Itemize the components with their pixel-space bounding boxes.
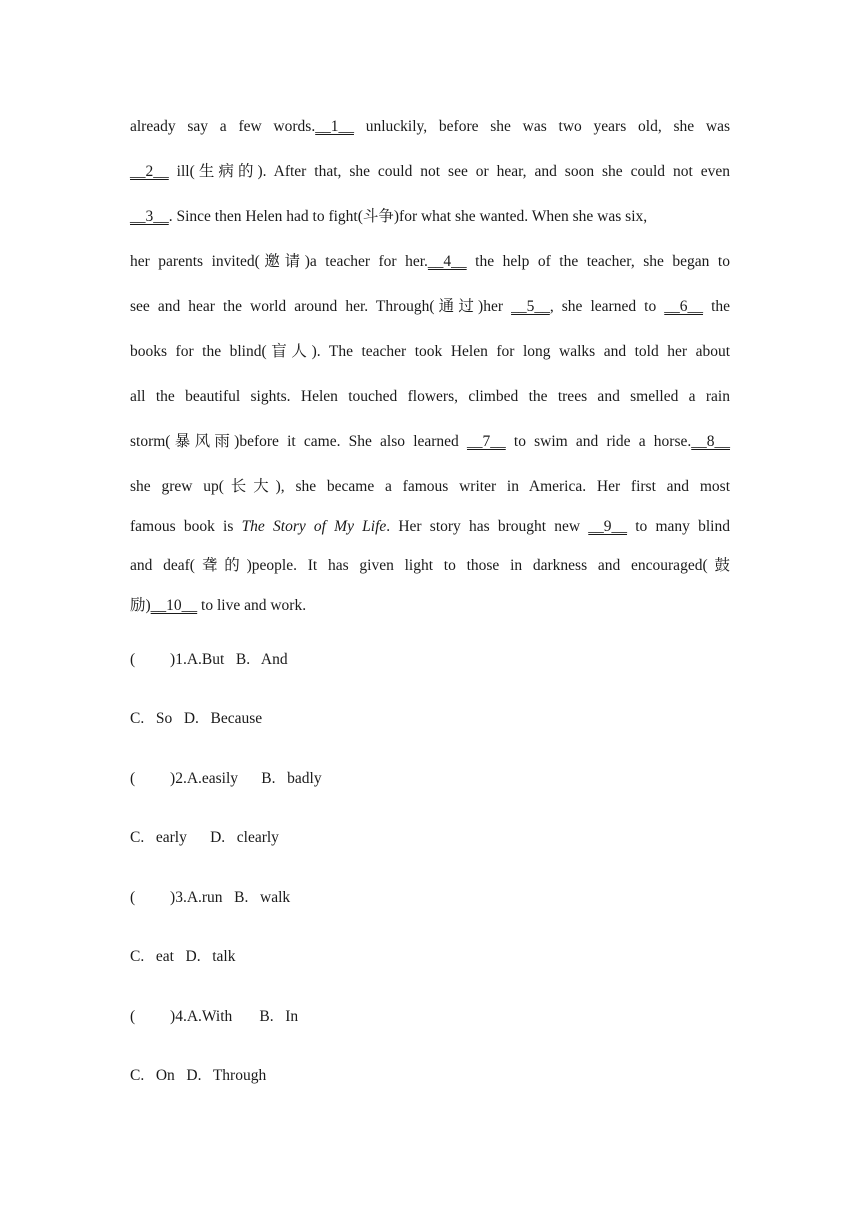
passage-text: to live and work. [197, 597, 307, 614]
question-3-line-1: ( )3.A.run B. walk [130, 889, 291, 906]
passage-text: . Since then Helen had to fight(斗争)for what she wanted. When she was six, [168, 208, 648, 225]
passage-text: the [703, 298, 731, 315]
question-3-line-2: C. eat D. talk [130, 948, 236, 965]
passage-line [130, 517, 730, 537]
passage-line [130, 387, 730, 407]
passage-text: , she learned to [549, 298, 665, 315]
passage-text: . Her story has brought new [386, 518, 589, 535]
passage-text: and deaf(聋的)people. It has given light to those in darkness and encouraged(鼓 [130, 557, 730, 574]
question-1-line-2: C. So D. Because [130, 710, 263, 727]
question-2-line-1: ( )2.A.easily B. badly [130, 770, 322, 787]
passage-text: books for the blind(盲人). The teacher took Helen for long walks and told her about [130, 343, 730, 360]
passage-text: already say a few words. [130, 118, 316, 135]
passage-line [130, 432, 730, 452]
passage-text: famous book is [130, 518, 242, 535]
blank-4: __4__ [427, 253, 467, 270]
passage-line [130, 342, 730, 362]
blank-2: __2__ [130, 163, 169, 180]
passage-line [130, 596, 730, 616]
passage-line [130, 556, 730, 576]
passage-text: all the beautiful sights. Helen touched flowers, climbed the trees and smelled a rain [130, 388, 730, 405]
question-4-line-1: ( )4.A.With B. In [130, 1008, 299, 1025]
blank-8: __8__ [691, 433, 730, 450]
passage-text: to many blind [627, 518, 730, 535]
passage-line [130, 207, 730, 227]
blank-9: __9__ [588, 518, 628, 535]
blank-10: __10__ [150, 597, 198, 614]
question-4-line-2: C. On D. Through [130, 1067, 267, 1084]
question-2-line-2: C. early D. clearly [130, 829, 279, 846]
passage-line [130, 477, 730, 497]
question-1-line-1: ( )1.A.But B. And [130, 651, 288, 668]
book-title: The Story of My Life [241, 518, 387, 535]
passage-text: her parents invited(邀请)a teacher for her. [130, 253, 428, 270]
blank-5: __5__ [511, 298, 550, 315]
passage-line [130, 162, 730, 182]
blank-1: __1__ [315, 118, 354, 135]
blank-3: __3__ [130, 208, 169, 225]
blank-7: __7__ [466, 433, 506, 450]
passage-text: storm(暴风雨)before it came. She also learned [130, 433, 467, 450]
blank-6: __6__ [664, 298, 704, 315]
passage-text: she grew up(长大), she became a famous writer in America. Her first and most [130, 478, 730, 495]
passage-text: the help of the teacher, she began to [466, 253, 730, 270]
passage-text: to swim and ride a horse. [505, 433, 692, 450]
passage-text: see and hear the world around her. Through(通过)her [130, 298, 512, 315]
passage-line [130, 252, 730, 272]
passage-text: 励) [130, 597, 151, 614]
passage-text: unluckily, before she was two years old, she was [353, 118, 730, 135]
passage-text: ill(生病的). After that, she could not see or hear, and soon she could not even [168, 163, 730, 180]
passage-line [130, 117, 730, 137]
passage-line [130, 297, 730, 317]
